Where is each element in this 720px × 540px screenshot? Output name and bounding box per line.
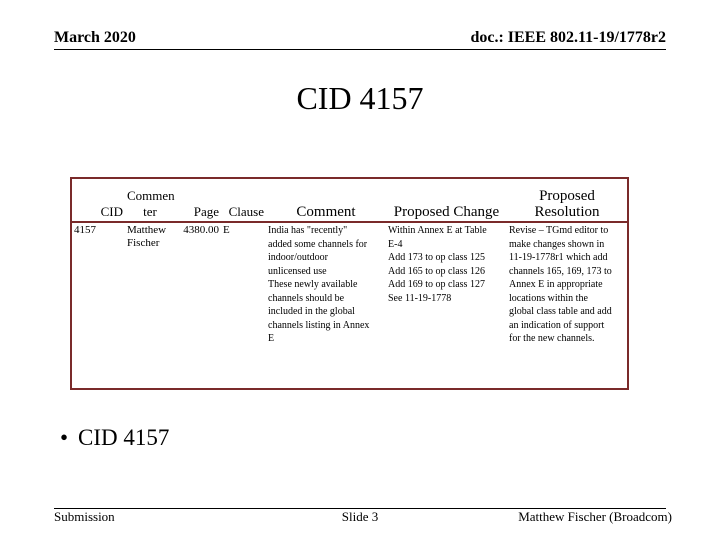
comment-table [70, 177, 629, 390]
header-comment: Comment [266, 178, 386, 222]
cell-comment: India has "recently" added some channels for indoor/outdoor unlicensed use These newly available channels should be included in the global channels listing in Annex E [268, 225, 370, 344]
bullet-text: CID 4157 [78, 425, 170, 450]
footer-slide-number: Slide 3 [341, 509, 379, 524]
cell-cid: 4157 [74, 224, 96, 236]
header-rule [54, 49, 666, 50]
header-proposed-resolution: Proposed Resolution [507, 178, 628, 222]
cell-page: 4380.00 [183, 224, 219, 236]
header-date: March 2020 [54, 29, 136, 46]
bullet-item [60, 425, 169, 451]
cell-clause: E [223, 224, 230, 236]
footer-submission: Submission [54, 509, 115, 524]
table-row [71, 222, 628, 389]
footer-author: Matthew Fischer (Broadcom) [518, 509, 672, 524]
slide-title: CID 4157 [296, 80, 424, 116]
table-header-row [71, 178, 628, 222]
header-doc-id: doc.: IEEE 802.11-19/1778r2 [470, 29, 666, 46]
bullet-symbol: • [60, 425, 69, 450]
cell-proposed-change: Within Annex E at Table E-4 Add 173 to op class 125 Add 165 to op class 126 Add 169 to op class 127 See 11-19-1778 [388, 225, 487, 304]
header-clause: Clause [221, 178, 266, 222]
cell-proposed-resolution: Revise – TGmd editor to make changes shown in 11-19-1778r1 which add channels 165, 169, 173 to Annex E in appropriate locations within the global class table and add an indication of support for the new channels. [509, 225, 612, 344]
header-proposed-change: Proposed Change [386, 178, 507, 222]
cell-commenter: Matthew Fischer [127, 224, 167, 249]
header-cid: CID [71, 178, 125, 222]
header-page: Page [175, 178, 221, 222]
header-commenter: Commen ter [125, 178, 175, 222]
